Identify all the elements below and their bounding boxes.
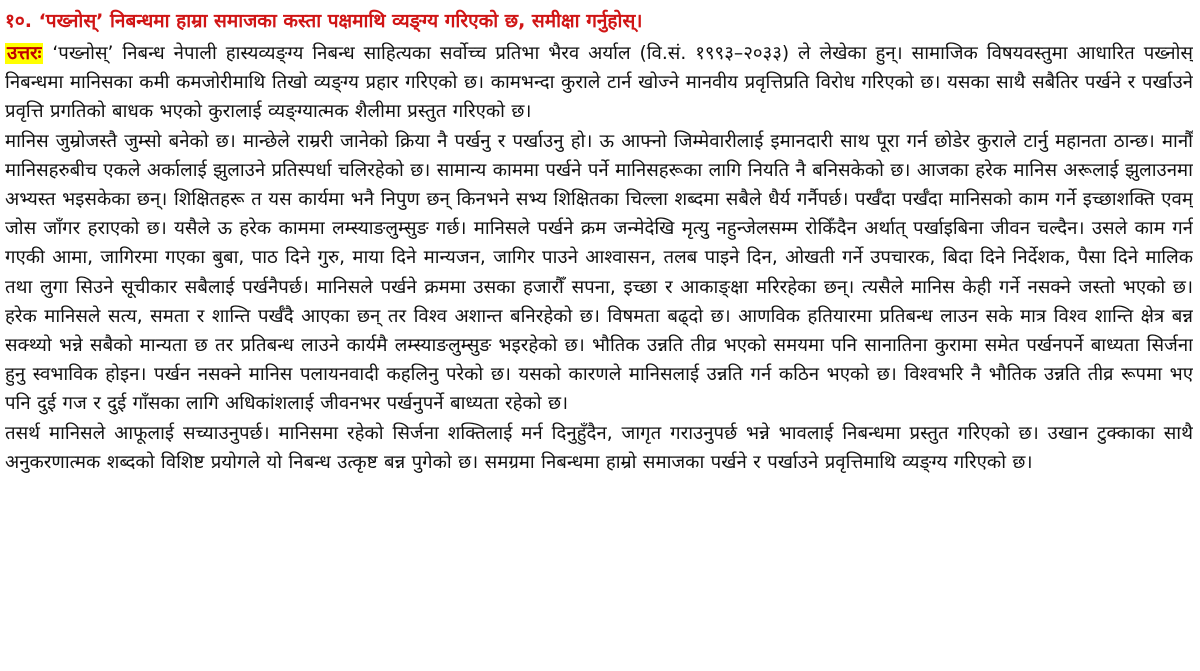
document-page xyxy=(5,0,1193,671)
answer-paragraph-1-text: ‘पख्नोस्’ निबन्ध नेपाली हास्यव्यङ्ग्य निबन्ध साहित्यका सर्वोच्च प्रतिभा भैरव अर्याल (वि.सं. १९९३–२०३३) ले लेखेका हुन्। सामाजिक विषयवस्तुमा आधारित पख्नोस् निबन्धमा मानिसका कमी कमजोरीमाथि तिखो व्यङ्ग्य प्रहार गरिएको छ। कामभन्दा कुराले टार्न खोज्ने मानवीय प्रवृत्तिप्रति विरोध गरिएको छ। यसका साथै सबैतिर पर्खने र पर्खाउने प्रवृत्ति प्रगतिको बाधक भएको कुरालाई व्यङ्ग्यात्मक शैलीमा प्रस्तुत गरिएको छ। xyxy=(5,43,1193,123)
answer-paragraph-2: मानिस जुम्रोजस्तै जुम्सो बनेको छ। मान्छेले राम्ररी जानेको क्रिया नै पर्खनु र पर्खाउनु हो। ऊ आफ्नो जिम्मेवारीलाई इमानदारी साथ पूरा गर्न छोडेर कुराले टार्नु महानता ठान्छ। मानौँ मानिसहरुबीच एकले अर्कालाई झुलाउने प्रतिस्पर्धा चलिरहेको छ। सामान्य काममा पर्खने पर्ने मानिसहरूका लागि नियति नै बनिसकेको छ। आजका हरेक मानिस अरूलाई झुलाउनमा अभ्यस्त भइसकेका छन्। शिक्षितहरू त यस कार्यमा भनै निपुण छन् किनभने सभ्य शिक्षितका चिल्ला शब्दमा सबैले धैर्य गर्नैपर्छ। पर्खँदा पर्खँदा मानिसको काम गर्ने इच्छाशक्ति एवम् जोस जाँगर हराएको छ। यसैले ऊ हरेक काममा लम्स्याङलुम्सुङ गर्छ। मानिसले पर्खने क्रम जन्मेदेखि मृत्यु नहुन्जेलसम्म रोकिँदैन अर्थात् पर्खाइबिना जीवन चल्दैन। उसले काम गर्न गएकी आमा, जागिरमा गएका बुबा, पाठ दिने गुरु, माया दिने मान्यजन, जागिर पाउने आश्वासन, तलब पाइने दिन, ओखती गर्ने उपचारक, बिदा दिने निर्देशक, पैसा दिने मालिक तथा लुगा सिउने सूचीकार सबैलाई पर्खनैपर्छ। मानिसले पर्खने क्रममा उसका हजारौँ सपना, इच्छा र आकाङ्क्षा मरिरहेका छन्। त्यसैले मानिस केही गर्ने नसक्ने जस्तो भएको छ। हरेक मानिसले सत्य, समता र शान्ति पर्खँदै आएका छन् तर विश्व अशान्त बनिरहेको छ। विषमता बढ्दो छ। आणविक हतियारमा प्रतिबन्ध लाउन सके मात्र विश्व शान्ति क्षेत्र बन्न सक्थ्यो भन्ने सबैको मान्यता छ तर प्रतिबन्ध लाउने कार्यमै लम्स्याङलुम्सुङ भइरहेको छ। भौतिक उन्नति तीव्र भएको समयमा पनि सानातिना कुरामा समेत पर्खनपर्ने बाध्यता सिर्जना हुनु स्वभाविक होइन। पर्खन नसक्ने मानिस पलायनवादी कहलिनु परेको छ। यसको कारणले मानिसलाई उन्नति गर्न कठिन भएको छ। विश्वभरि नै भौतिक उन्नति तीव्र रूपमा भए पनि दुई गज र दुई गाँसका लागि अधिकांशलाई जीवनभर पर्खनुपर्ने बाध्यता रहेको छ। xyxy=(5,130,1193,415)
question-heading: १०. ‘पख्नोस्’ निबन्धमा हाम्रा समाजका कस्ता पक्षमाथि व्यङ्ग्य गरिएको छ, समीक्षा गर्नुहोस्। xyxy=(5,10,643,32)
answer-label: उत्तरः xyxy=(7,43,42,64)
answer-paragraph-3: तसर्थ मानिसले आफूलाई सच्याउनुपर्छ। मानिसमा रहेको सिर्जना शक्तिलाई मर्न दिनुहुँदैन, जागृत गराउनुपर्छ भन्ने भावलाई निबन्धमा प्रस्तुत गरिएको छ। उखान टुक्काका साथै अनुकरणात्मक शब्दको विशिष्ट प्रयोगले यो निबन्ध उत्कृष्ट बन्न पुगेको छ। समग्रमा निबन्धमा हाम्रो समाजका पर्खने र पर्खाउने प्रवृत्तिमाथि व्यङ्ग्य गरिएको छ। xyxy=(5,422,1193,473)
answer-paragraph-1 xyxy=(5,39,1193,127)
